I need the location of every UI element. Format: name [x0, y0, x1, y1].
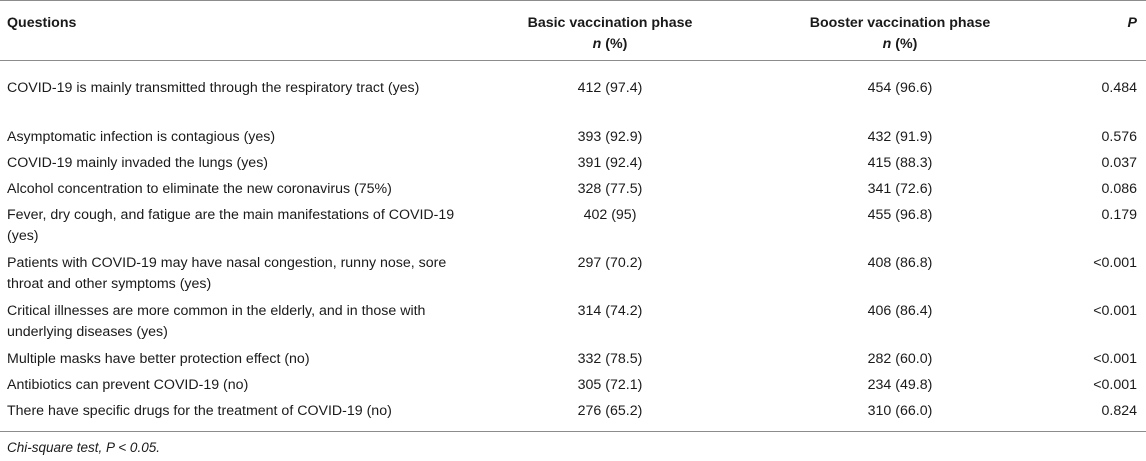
cell-booster: 455 (96.8) — [867, 206, 933, 223]
cell-basic: 402 (95) — [583, 206, 637, 223]
cell-basic: 314 (74.2) — [577, 302, 643, 319]
table-row — [0, 205, 1146, 253]
cell-p: 0.484 — [1101, 80, 1137, 96]
cell-basic: 297 (70.2) — [577, 254, 643, 271]
cell-basic: 305 (72.1) — [577, 376, 643, 393]
cell-booster: 310 (66.0) — [750, 401, 1050, 432]
table-row — [0, 301, 1146, 349]
cell-basic: 391 (92.4) — [577, 154, 643, 171]
cell-booster: 234 (49.8) — [867, 376, 933, 393]
cell-booster: 454 (96.6) — [867, 80, 933, 96]
cell-booster: 282 (60.0) — [867, 350, 933, 367]
header-booster-title: Booster vaccination phase — [809, 15, 991, 31]
cell-question: Multiple masks have better protection effect (no) — [7, 350, 310, 367]
cell-p: 0.179 — [1101, 206, 1137, 223]
cell-p: <0.001 — [1093, 254, 1137, 271]
header-questions: Questions — [0, 1, 470, 61]
table-footnote: Chi-square test, P < 0.05. — [7, 440, 160, 455]
cell-booster: 432 (91.9) — [867, 128, 933, 145]
header-booster-pct: (%) — [891, 36, 918, 52]
cell-question: Fever, dry cough, and fatigue are the main manifestations of COVID-19 (yes) — [7, 206, 455, 244]
cell-question: Critical illnesses are more common in the elderly, and in those with underlying diseases (yes) — [7, 302, 426, 340]
cell-p: <0.001 — [1093, 350, 1137, 367]
cell-booster: 408 (86.8) — [867, 254, 933, 271]
cell-booster: 415 (88.3) — [867, 154, 933, 171]
cell-basic: 412 (97.4) — [577, 80, 643, 96]
header-basic-title: Basic vaccination phase — [527, 15, 693, 31]
cell-question: Antibiotics can prevent COVID-19 (no) — [7, 376, 249, 393]
cell-p: <0.001 — [1093, 302, 1137, 319]
table-row — [0, 253, 1146, 301]
table-row — [0, 61, 1146, 127]
header-basic — [470, 1, 750, 61]
cell-question: COVID-19 is mainly transmitted through the respiratory tract (yes) — [7, 80, 420, 96]
header-row — [0, 1, 1146, 61]
cell-booster: 341 (72.6) — [867, 180, 933, 197]
header-p: P — [1050, 1, 1146, 61]
table-row — [0, 349, 1146, 375]
header-booster-sub — [758, 34, 1042, 55]
cell-question: There have specific drugs for the treatment of COVID-19 (no) — [0, 401, 470, 432]
header-basic-pct: (%) — [601, 36, 628, 52]
cell-question: COVID-19 mainly invaded the lungs (yes) — [7, 154, 269, 171]
cell-question: Alcohol concentration to eliminate the new coronavirus (75%) — [7, 180, 392, 197]
table-row — [0, 153, 1146, 179]
header-booster-n: n — [882, 36, 892, 52]
cell-basic: 332 (78.5) — [577, 350, 643, 367]
table-row — [0, 401, 1146, 432]
cell-basic: 276 (65.2) — [470, 401, 750, 432]
header-basic-n: n — [592, 36, 602, 52]
cell-p: <0.001 — [1093, 376, 1137, 393]
cell-p: 0.576 — [1101, 128, 1137, 145]
table-row — [0, 179, 1146, 205]
cell-p: 0.037 — [1101, 154, 1137, 171]
header-booster — [750, 1, 1050, 61]
table-row — [0, 127, 1146, 153]
cell-basic: 393 (92.9) — [577, 128, 643, 145]
cell-question: Patients with COVID-19 may have nasal congestion, runny nose, sore throat and other symptoms (yes) — [7, 254, 447, 292]
cell-booster: 406 (86.4) — [867, 302, 933, 319]
table-row — [0, 375, 1146, 401]
cell-p: 0.824 — [1050, 401, 1146, 432]
cell-p: 0.086 — [1101, 180, 1137, 197]
header-basic-sub — [478, 34, 742, 55]
cell-basic: 328 (77.5) — [577, 180, 643, 197]
cell-question: Asymptomatic infection is contagious (yes) — [7, 128, 276, 145]
